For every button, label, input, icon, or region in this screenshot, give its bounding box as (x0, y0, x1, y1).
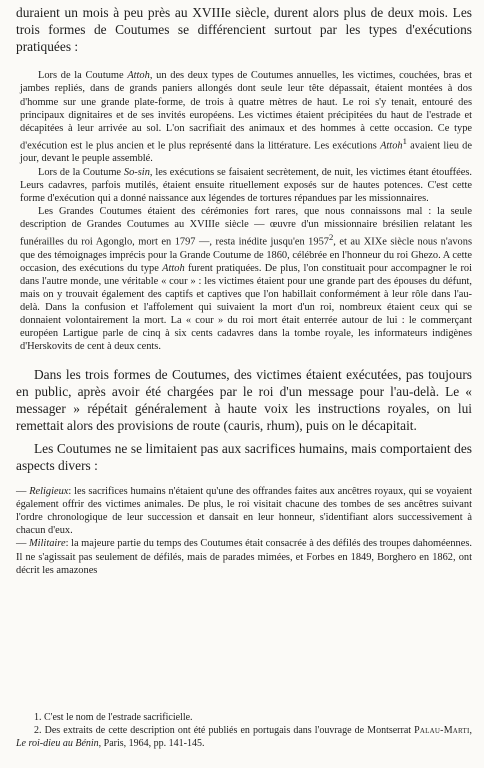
grandes-coutumes-paragraph: Les Grandes Coutumes étaient des cérémonies fort rares, que nous connaissons mal : la seule description de Grandes Coutumes au XVIIIe siècle — œuvre d'un missionnaire brésilien relatant les funérailles du roi Agonglo, mort en 1797 —, resta inédite jusqu'en 1957$^2$, et au XIXe siècle nous n'avons que des témoignages imprécis pour la Grande Coutume de 1860, célébrée en l'honneur du roi Ghezo. A cette occasion, des exécutions du type Attoh furent pratiquées. De plus, l'on constituait pour accompagner le roi dans l'autre monde, une véritable « cour » : les victimes étaient pour une grande part des épouses du défunt, mais on y trouvait également des captifs et captives que l'on habillait conformément à leur rôle dans l'au-delà. Dans la confusion et l'affolement qui suivaient la mort d'un roi, nombreux étaient ceux qui se donnaient volontairement la mort. La « cour » du roi mort était enterrée autour de lui : le commerçant européen Lartigue parle de cinq à six cents cadavres dans la tombe royale, les informateurs indigènes d'Herskovits de cent à deux cents. (20, 205, 472, 353)
footnote-1: 1. C'est le nom de l'estrade sacrificielle. (34, 712, 193, 723)
term-attoh-3: Attoh (162, 262, 185, 274)
block-quote (16, 69, 472, 353)
footnotes (16, 711, 472, 750)
military-item: — Militaire: la majeure partie du temps des Coutumes était consacrée à des défilés des troupes dahoméennes. Il ne s'agissait pas seulement de défilés, mais de parades mimées, et Forbes en 1849, Borghero en 1862, ont décrit les amazones (16, 538, 472, 576)
footnote-book-title: Le roi-dieu au Bénin (16, 738, 99, 749)
intro-paragraph: duraient un mois à peu près au XVIIIe siècle, durent alors plus de deux mois. Les trois formes de Coutumes se différencient surtout par les types d'exécutions pratiquées : (16, 5, 472, 54)
religious-label: Religieux (29, 486, 69, 498)
military-label: Militaire (29, 538, 66, 550)
aspects-list (16, 485, 472, 577)
term-attoh-2: Attoh (380, 140, 403, 152)
aspects-paragraph: Les Coutumes ne se limitaient pas aux sacrifices humains, mais comportaient des aspects divers : (16, 441, 472, 474)
footnote-author: Palau-Marti (414, 725, 470, 736)
footnote-ref-1: 1 (402, 135, 407, 146)
term-attoh: Attoh (127, 70, 150, 82)
attoh-paragraph: Lors de la Coutume Attoh, un des deux types de Coutumes annuelles, les victimes, couchées, bras et jambes repliés, dans de grands paniers allongés dont seule leur tête dépassait, étaient montées à dos d'homme sur une grande plate-forme, de trois à quatre mètres de haut. Le roi s'y tenait, entouré des principaux dignitaires et de ses invités européens. Les victimes étaient précipitées du haut de l'estrade et décapitées à leur arrivée au sol. L'on sacrifiait des animaux et des hommes à cette occasion. Ce type d'exécution est le plus ancien et le plus représenté dans la littérature. Les exécutions Attoh$^1$ avaient lieu de jour, devant le peuple assemblé. (20, 70, 472, 165)
footnote-2: 2. Des extraits de cette description ont été publiés en portugais dans l'ouvrage de Montserrat Palau-Marti, Le roi-dieu au Bénin, Paris, 1964, pp. 141-145. (16, 725, 472, 749)
footnote-ref-2: 2 (328, 231, 334, 242)
term-sosin: So-sin (123, 166, 150, 178)
sosin-paragraph: Lors de la Coutume So-sin, les exécutions se faisaient secrètement, de nuit, les victimes étant étouffées. Leurs cadavres, parfois mutilés, étaient ensuite rituellement exposés sur de hautes potences. C'est cette forme d'exécution qui a donné naissance aux légendes de tortures répandues par les missionnaires. (20, 166, 472, 204)
religious-item: — Religieux: les sacrifices humains n'étaient qu'une des offrandes faites aux ancêtres royaux, qui se voyaient également offrir des victimes animales. De plus, le roi visitait chacune des tombes de ses ancêtres suivant l'ordre chronologique de leur succession et dansait en leur honneur, s'identifiant alors successivement à chacun d'eux. (16, 486, 472, 537)
messenger-paragraph: Dans les trois formes de Coutumes, des victimes étaient exécutées, pas toujours en public, après avoir été chargées par le roi d'un message pour l'au-delà. Le « messager » répétait généralement à haute voix les instructions royales, on lui remettait alors des provisions de route (cauris, rhum), puis on le décapitait. (16, 367, 472, 433)
